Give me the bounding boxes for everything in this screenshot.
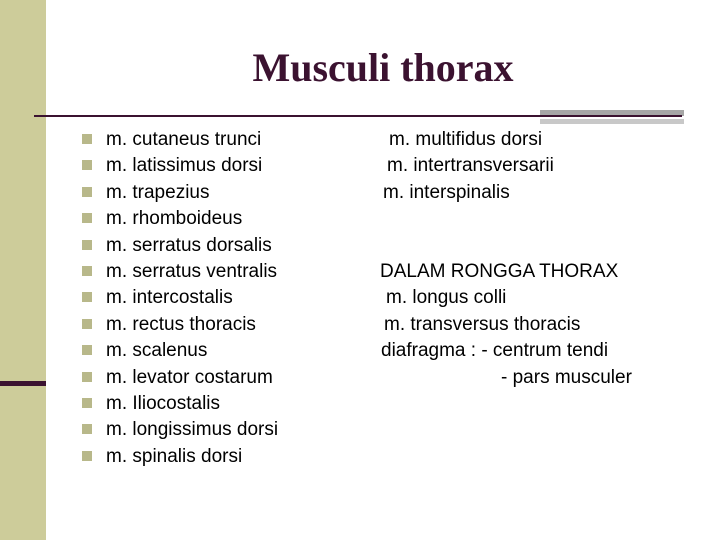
list-item — [82, 259, 278, 285]
right-spacer — [380, 233, 632, 259]
list-item-label: m. intercostalis — [106, 287, 233, 309]
left-decorative-bar — [0, 0, 46, 540]
square-bullet-icon — [82, 398, 92, 408]
square-bullet-icon — [82, 292, 92, 302]
muscle-list-left — [82, 127, 278, 470]
list-item-label: m. levator costarum — [106, 366, 273, 388]
list-item-label: m. latissimus dorsi — [106, 155, 263, 177]
title-rule-accent-lower — [540, 119, 684, 124]
list-item — [82, 127, 278, 153]
list-item — [82, 391, 278, 417]
list-item-label: m. trapezius — [106, 181, 210, 203]
list-item — [82, 153, 278, 179]
list-item-label: m. Iliocostalis — [106, 392, 221, 414]
list-item-label: m. rhomboideus — [106, 208, 243, 230]
list-item-label: m. cutaneus trunci — [106, 129, 262, 150]
list-item-label: m. rectus thoracis — [106, 313, 256, 335]
list-item — [82, 233, 278, 259]
left-bar-accent-line — [0, 381, 46, 386]
square-bullet-icon — [82, 451, 92, 461]
list-item-label: m. scalenus — [106, 340, 208, 362]
list-item-label: m. spinalis dorsi — [106, 445, 243, 467]
title-underline — [34, 115, 682, 117]
list-item — [82, 417, 278, 443]
list-item — [82, 312, 278, 338]
list-item — [82, 285, 278, 311]
right-item: m. interspinalis — [383, 181, 510, 203]
muscle-list-right — [380, 127, 632, 391]
section-heading: DALAM RONGGA THORAX — [380, 260, 619, 282]
list-item — [82, 206, 278, 232]
list-item — [82, 365, 278, 391]
square-bullet-icon — [82, 240, 92, 250]
list-item-label: m. longissimus dorsi — [106, 419, 279, 441]
square-bullet-icon — [82, 213, 92, 223]
square-bullet-icon — [82, 345, 92, 355]
right-item: m. multifidus dorsi — [389, 129, 543, 150]
list-item-label: m. serratus ventralis — [106, 260, 278, 282]
square-bullet-icon — [82, 319, 92, 329]
right-item: - pars musculer — [501, 366, 632, 388]
square-bullet-icon — [82, 266, 92, 276]
list-item-label: m. serratus dorsalis — [106, 234, 272, 256]
square-bullet-icon — [82, 160, 92, 170]
square-bullet-icon — [82, 372, 92, 382]
right-item: m. intertransversarii — [387, 155, 554, 177]
right-item: diafragma : - centrum tendi — [381, 340, 609, 362]
slide-title: Musculi thorax — [252, 45, 514, 90]
square-bullet-icon — [82, 187, 92, 197]
right-spacer — [380, 206, 632, 232]
square-bullet-icon — [82, 424, 92, 434]
list-item — [82, 338, 278, 364]
right-item: m. transversus thoracis — [384, 313, 581, 335]
list-item — [82, 180, 278, 206]
list-item — [82, 444, 278, 470]
right-item: m. longus colli — [386, 287, 507, 309]
square-bullet-icon — [82, 134, 92, 144]
